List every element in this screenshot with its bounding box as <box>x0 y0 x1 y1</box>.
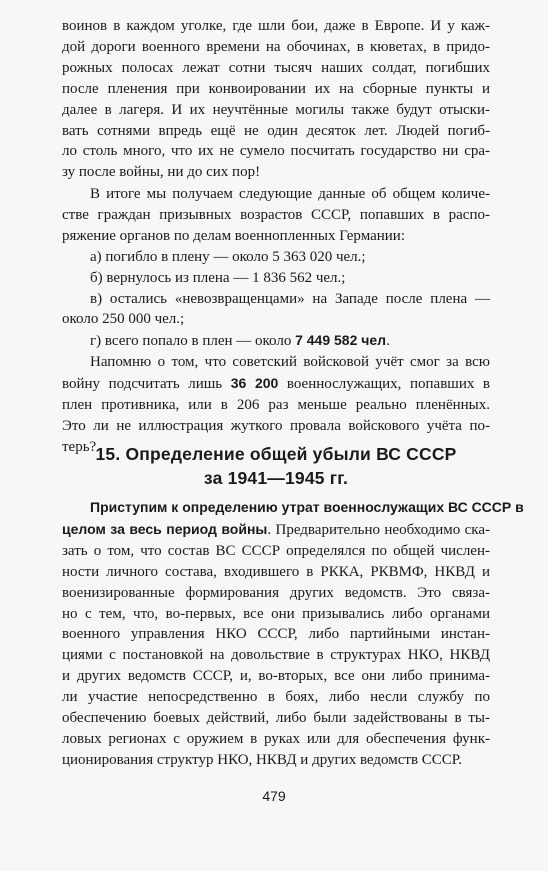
text-line: но с тем, что, во-первых, все они призывались либо органами <box>62 605 490 622</box>
list-item-d <box>62 330 490 352</box>
bold-lead-end: целом за весь период войны <box>62 520 268 537</box>
section-heading <box>62 442 490 490</box>
text-line: воинов в каждом уголке, где шли бои, даже в Европе. И у каж- <box>62 18 490 34</box>
text-line: военизированные формирования других ведомств. Это связа- <box>62 584 490 601</box>
text-fragment: . Предварительно необходимо ска- <box>267 521 490 538</box>
text-line: Это ли не иллюстрация жуткого провала войскового учёта по- <box>62 417 490 434</box>
text-line: ловых регионах с оружием в руках или для обеспечения функ- <box>62 730 490 747</box>
text-line: стве граждан призывных возрастов СССР, попавших в распо- <box>62 206 490 223</box>
text-line: ционирования структур НКО, НКВД и других ведомств СССР. <box>62 751 463 768</box>
text-line: ряжение органов по делам военнопленных Германии: <box>62 227 405 244</box>
list-item-a: а) погибло в плену — около 5 363 020 чел.; <box>90 248 366 265</box>
text-line: Напомню о том, что советский войсковой учёт смог за всю <box>90 354 490 371</box>
bold-lead: Приступим к определению утрат военнослужащих ВС СССР в <box>90 499 524 515</box>
list-item-d-suffix: . <box>386 333 390 350</box>
text-line <box>62 373 490 395</box>
text-line: после пленения при конвоировании их на сборные пункты и <box>62 80 490 97</box>
text-line: ности личного состава, входившего в РККА, РКВМФ, НКВД и <box>62 563 490 580</box>
text-line: В итоге мы получаем следующие данные об общем количе- <box>90 186 490 202</box>
text-line: вать сотнями впредь ещё не один десяток лет. Людей погиб- <box>62 122 490 139</box>
text-line: военного управления НКО СССР, либо партийными инстан- <box>62 626 490 643</box>
text-line <box>62 519 490 541</box>
text-line: плен противника, или в 206 раз меньше реально пленённых. <box>62 397 490 414</box>
list-item-b: б) вернулось из плена — 1 836 562 чел.; <box>90 269 346 286</box>
page-number: 479 <box>262 788 286 804</box>
text-line: и других ведомств СССР, и, во-вторых, все они либо принима- <box>62 668 490 685</box>
text-line: циями с постановкой на довольствие в структурах НКО, НКВД <box>62 647 490 664</box>
text-fragment: военнослужащих, попавших в <box>278 376 491 393</box>
paragraph-1 <box>62 16 490 183</box>
text-line: зу после войны, ни до сих пор! <box>62 164 261 181</box>
text-line: рожных полосах лежат сотни тысяч наших солдат, погибших <box>62 59 490 76</box>
text-fragment: войну подсчитать лишь <box>62 376 231 393</box>
text-line: обеспечению боевых действий, либо были задействованы в ты- <box>62 710 490 727</box>
list-item-d-total: 7 449 582 чел <box>295 332 387 349</box>
text-line: зать о том, что состав ВС СССР определялся по общей числен- <box>62 542 490 559</box>
list-item-c: в) остались «невозвращенцами» на Западе после плена — <box>90 290 490 307</box>
recorded-pow-count: 36 200 <box>230 375 279 392</box>
text-line: далее в лагеря. И их неучтённые могилы также будут отыски- <box>62 101 490 118</box>
text-line: ло столь много, что их не сумело посчитать государство ни сра- <box>62 143 490 160</box>
text-line: терь? <box>62 438 97 455</box>
heading-line-1: 15. Определение общей убыли ВС СССР <box>95 444 457 464</box>
paragraph-4 <box>62 497 524 771</box>
text-line <box>62 497 524 519</box>
list-item-d-prefix: г) всего попало в плен — около <box>90 333 296 350</box>
list-item-c-continued: около 250 000 чел.; <box>62 311 185 328</box>
heading-line-2: за 1941—1945 гг. <box>203 468 349 488</box>
paragraph-2 <box>62 184 490 458</box>
text-line: ли участие непосредственно в боях, либо несли службу по <box>62 689 490 706</box>
text-line: дой дороги военного времени на обочинах, в кюветах, в придо- <box>62 38 490 55</box>
